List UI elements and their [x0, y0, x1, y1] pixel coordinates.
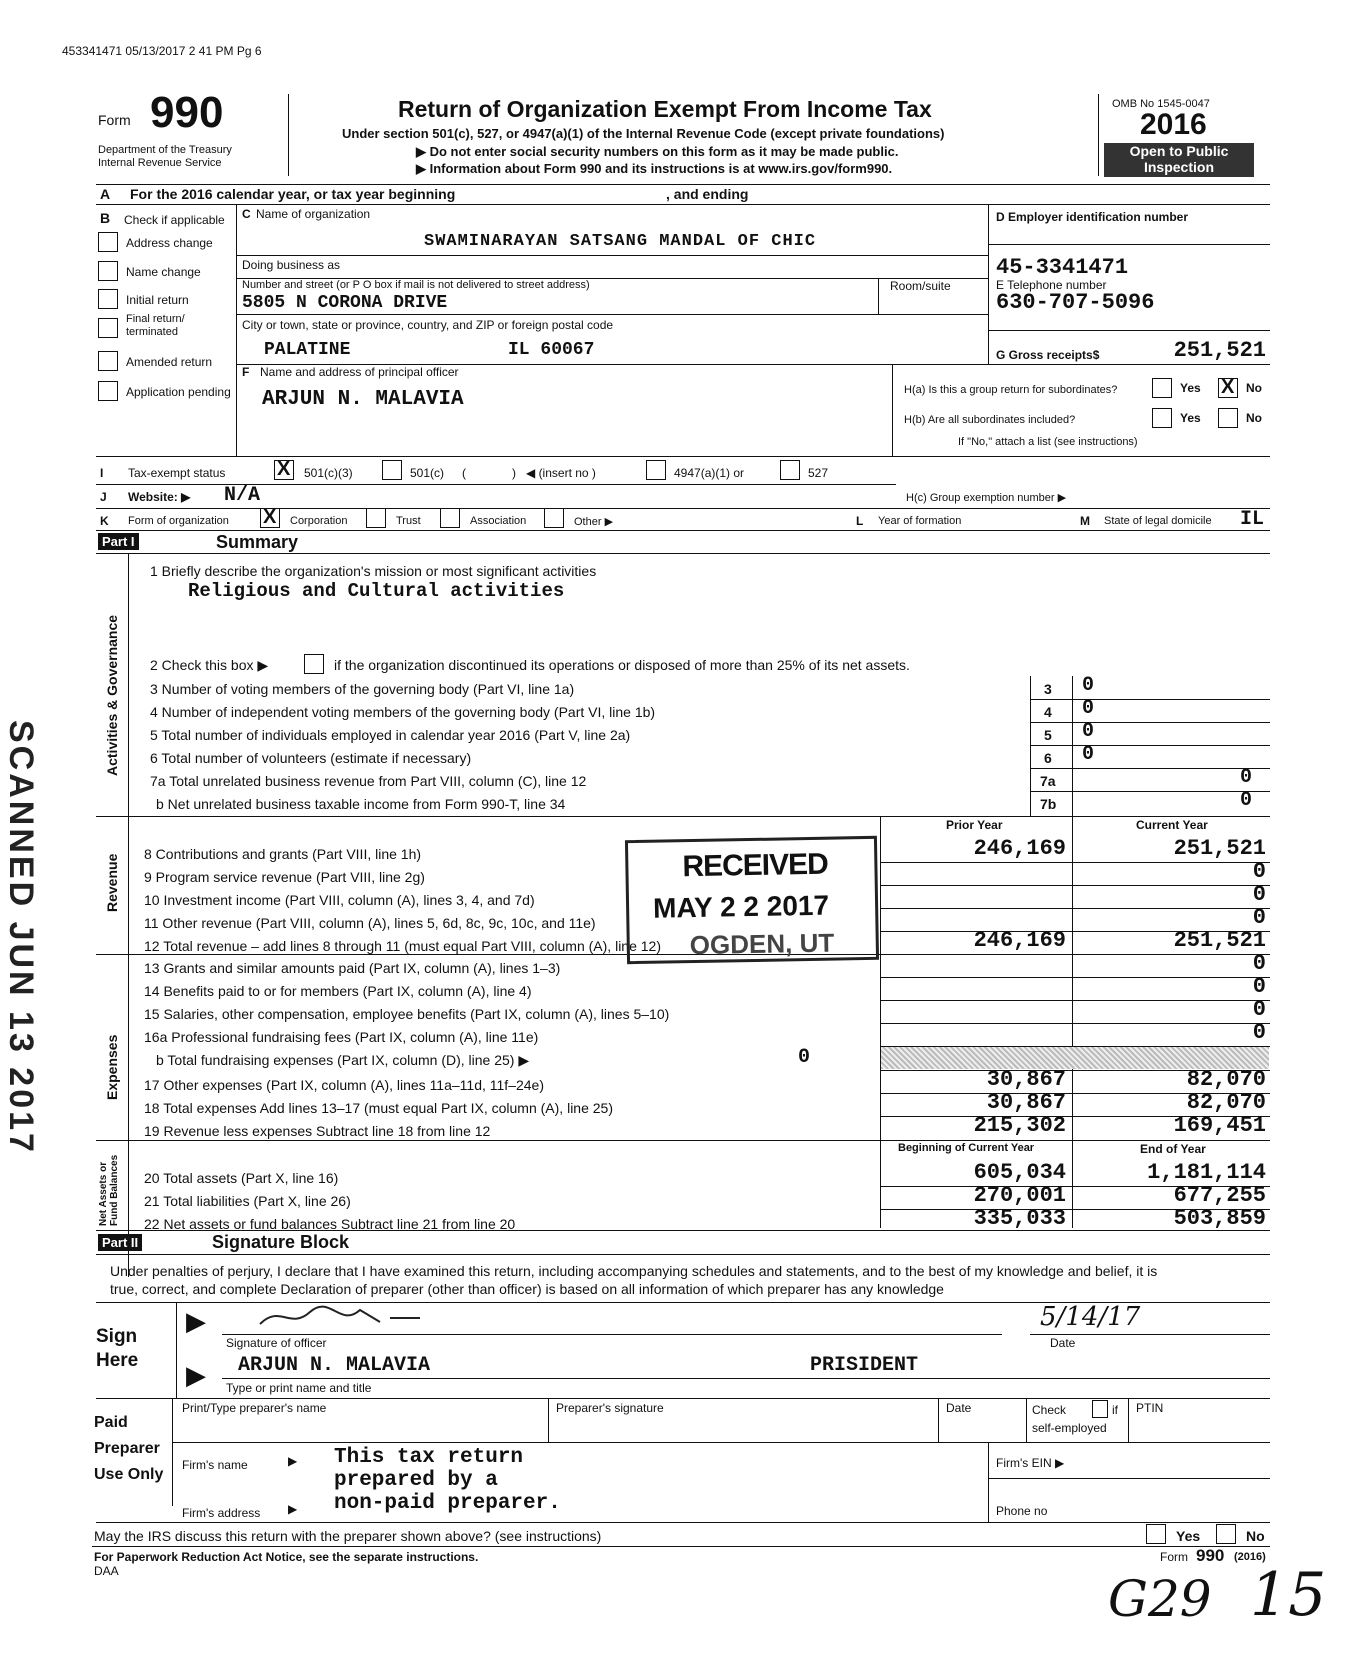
received-stamp-date: MAY 2 2 2017 [652, 889, 830, 924]
line12-label: 12 Total revenue – add lines 8 through 11 (must equal Part VIII, column (A), line 12) [144, 938, 661, 954]
line13-current: 0 [1252, 951, 1266, 976]
line12-current: 251,521 [1173, 928, 1266, 953]
name-change-label: Name change [126, 265, 201, 279]
side-expenses: Expenses [104, 1034, 120, 1100]
received-stamp-title: RECEIVED [682, 847, 829, 884]
line19-label: 19 Revenue less expenses Subtract line 18 from line 12 [144, 1123, 491, 1139]
firm-name-label: Firm's name [182, 1458, 248, 1472]
self-employed-label: self-employed [1032, 1421, 1107, 1435]
discuss-yes-label: Yes [1176, 1528, 1201, 1544]
application-pending-checkbox[interactable] [98, 381, 118, 401]
penalty-text-1: Under penalties of perjury, I declare that I have examined this return, including accompanying schedules and statements, and to the best of my knowledge and belief, it is [110, 1263, 1158, 1279]
line3-box: 3 [1044, 681, 1052, 697]
line6-label: 6 Total number of volunteers (estimate if necessary) [150, 750, 472, 766]
hb-yes-label: Yes [1180, 411, 1201, 425]
line17-current: 82,070 [1186, 1067, 1266, 1092]
name-title-label: Type or print name and title [226, 1381, 372, 1395]
firm-text-2: prepared by a [334, 1469, 498, 1492]
line7a-value: 0 [1240, 766, 1253, 789]
line7a-label: 7a Total unrelated business revenue from Part VIII, column (C), line 12 [150, 773, 587, 789]
sign-label: Sign [96, 1326, 138, 1347]
address-change-checkbox[interactable] [98, 232, 118, 252]
principal-officer-label: Name and address of principal officer [260, 365, 459, 379]
line8-label: 8 Contributions and grants (Part VIII, line 1h) [144, 846, 422, 862]
sign-arrow-1: ▶ [186, 1306, 206, 1336]
line16a-current: 0 [1252, 1020, 1266, 1045]
line11-label: 11 Other revenue (Part VIII, column (A), lines 5, 6d, 8c, 9c, 10c, and 11e) [144, 915, 596, 931]
line-i-letter: I [100, 466, 104, 480]
ha-no-checkbox[interactable] [1218, 378, 1238, 398]
form-of-org-label: Form of organization [128, 515, 229, 527]
side-governance: Activities & Governance [104, 614, 120, 776]
final-return-label: Final return/ terminated [126, 313, 185, 338]
line13-label: 13 Grants and similar amounts paid (Part IX, column (A), lines 1–3) [144, 960, 561, 976]
line7b-value: 0 [1240, 789, 1253, 812]
amended-return-checkbox[interactable] [98, 351, 118, 371]
line-l-letter: L [856, 514, 864, 528]
discuss-question: May the IRS discuss this return with the preparer shown above? (see instructions) [94, 1528, 602, 1544]
firm-address-arrow: ▶ [288, 1502, 298, 1516]
line5-box: 5 [1044, 727, 1052, 743]
line11-current: 0 [1252, 905, 1266, 930]
prep-sig-label: Preparer's signature [556, 1401, 664, 1415]
line3-value: 0 [1082, 674, 1095, 697]
line19-current: 169,451 [1173, 1113, 1266, 1138]
eoy-header: End of Year [1140, 1142, 1206, 1156]
association-checkbox[interactable] [440, 508, 460, 528]
c-letter: C [242, 207, 251, 221]
ha-yes-checkbox[interactable] [1152, 378, 1172, 398]
line17-label: 17 Other expenses (Part IX, column (A), lines 11a–11d, 11f–24e) [144, 1077, 544, 1093]
line3-label: 3 Number of voting members of the governing body (Part VI, line 1a) [150, 681, 575, 697]
telephone-value: 630-707-5096 [996, 290, 1155, 315]
line14-label: 14 Benefits paid to or for members (Part IX, column (A), line 4) [144, 983, 532, 999]
ssn-notice: ▶ Do not enter social security numbers on this form as it may be made public. [416, 144, 899, 159]
line-m-letter: M [1080, 514, 1090, 528]
line16a-label: 16a Professional fundraising fees (Part IX, column (A), line 11e) [144, 1029, 539, 1045]
handwritten-code: G29 [1108, 1570, 1212, 1628]
line22-eoy: 503,859 [1173, 1206, 1266, 1231]
dept-treasury: Department of the Treasury [98, 144, 232, 156]
prep-date-label: Date [946, 1401, 972, 1415]
room-suite-label: Room/suite [890, 279, 951, 293]
line-a-text: For the 2016 calendar year, or tax year beginning [130, 186, 456, 202]
line10-current: 0 [1252, 882, 1266, 907]
final-return-checkbox[interactable] [98, 318, 118, 338]
line6-value: 0 [1082, 743, 1095, 766]
line6-box: 6 [1044, 750, 1052, 766]
hb-no-checkbox[interactable] [1218, 408, 1238, 428]
line20-label: 20 Total assets (Part X, line 16) [144, 1170, 339, 1186]
tax-year: 2016 [1140, 108, 1207, 141]
batch-stamp: 453341471 05/13/2017 2 41 PM Pg 6 [62, 44, 262, 58]
footer-form-year: (2016) [1234, 1551, 1266, 1563]
street-address: 5805 N CORONA DRIVE [242, 293, 448, 313]
line18-label: 18 Total expenses Add lines 13–17 (must equal Part IX, column (A), line 25) [144, 1100, 614, 1116]
line8-current: 251,521 [1173, 836, 1266, 861]
state-zip: IL 60067 [508, 340, 595, 360]
hb-no-label: No [1246, 411, 1262, 425]
line4-box: 4 [1044, 704, 1052, 720]
trust-label: Trust [396, 515, 421, 527]
hb-yes-checkbox[interactable] [1152, 408, 1172, 428]
website-value: N/A [224, 484, 261, 507]
line9-label: 9 Program service revenue (Part VIII, line 2g) [144, 869, 425, 885]
line-j-letter: J [100, 490, 107, 504]
line2-text: if the organization discontinued its operations or disposed of more than 25% of its net assets. [334, 657, 910, 673]
line5-label: 5 Total number of individuals employed in calendar year 2016 (Part V, line 2a) [150, 727, 631, 743]
insert-no-label: ◀ (insert no ) [526, 466, 596, 480]
line-k-letter: K [100, 514, 109, 528]
received-stamp [625, 836, 879, 964]
line21-eoy: 677,255 [1173, 1183, 1266, 1208]
association-label: Association [470, 515, 527, 527]
check-if-applicable: Check if applicable [124, 213, 225, 227]
current-year-header: Current Year [1136, 818, 1208, 832]
discuss-yes-checkbox[interactable] [1146, 1524, 1166, 1544]
boy-header: Beginning of Current Year [898, 1142, 1035, 1154]
line9-current: 0 [1252, 859, 1266, 884]
address-change-label: Address change [126, 236, 213, 250]
corporation-checkbox[interactable] [260, 508, 280, 528]
line20-eoy: 1,181,114 [1147, 1160, 1266, 1185]
website-label: Website: ▶ [128, 490, 191, 504]
officer-name: ARJUN N. MALAVIA [238, 1354, 431, 1377]
ein-value: 45-3341471 [996, 255, 1129, 280]
ha-label: H(a) Is this a group return for subordinates? [904, 384, 1118, 396]
line16b-label: b Total fundraising expenses (Part IX, column (D), line 25) ▶ [156, 1052, 530, 1068]
other-checkbox[interactable] [544, 508, 564, 528]
firm-text-1: This tax return [334, 1446, 524, 1469]
section-b-letter: B [100, 210, 111, 226]
gross-receipts-label: G Gross receipts$ [996, 348, 1100, 362]
527-label: 527 [808, 466, 829, 480]
line15-label: 15 Salaries, other compensation, employee benefits (Part IX, column (A), lines 5–10) [144, 1006, 670, 1022]
form-label: Form [98, 112, 131, 128]
part1-title: Summary [216, 532, 299, 552]
self-employed-checkbox[interactable] [1092, 1400, 1108, 1418]
omb-number: OMB No 1545-0047 [1112, 98, 1210, 110]
corporation-label: Corporation [290, 515, 348, 527]
firm-ein-label: Firm's EIN ▶ [996, 1456, 1065, 1470]
form-number: 990 [150, 88, 224, 137]
line20-boy: 605,034 [973, 1160, 1066, 1185]
527-checkbox[interactable] [780, 460, 800, 480]
501c3-label: 501(c)(3) [304, 466, 353, 480]
footer-form-number: 990 [1196, 1546, 1225, 1565]
firm-text-3: non-paid preparer. [334, 1492, 561, 1515]
line22-label: 22 Net assets or fund balances Subtract line 21 from line 20 [144, 1216, 516, 1232]
line2-checkbox[interactable] [304, 654, 324, 674]
other-label: Other ▶ [574, 516, 614, 528]
discuss-no-label: No [1246, 1528, 1265, 1544]
line18-current: 82,070 [1186, 1090, 1266, 1115]
4947-label: 4947(a)(1) or [674, 466, 745, 480]
gross-receipts-value: 251,521 [1173, 338, 1266, 363]
line18-prior: 30,867 [986, 1090, 1066, 1115]
date-label: Date [1050, 1336, 1076, 1350]
501c-paren-close: ) [512, 466, 516, 480]
501c-checkbox[interactable] [382, 460, 402, 480]
legal-domicile-value: IL [1240, 508, 1265, 531]
line7b-label: b Net unrelated business taxable income from Form 990-T, line 34 [156, 796, 566, 812]
prior-year-header: Prior Year [946, 818, 1003, 832]
form-title: Return of Organization Exempt From Income Tax [398, 96, 932, 122]
line14-current: 0 [1252, 974, 1266, 999]
line10-label: 10 Investment income (Part VIII, column (A), lines 3, 4, and 7d) [144, 892, 535, 908]
city: PALATINE [264, 340, 351, 360]
501c-paren-open: ( [462, 466, 466, 480]
name-change-checkbox[interactable] [98, 261, 118, 281]
irs-label: Internal Revenue Service [98, 157, 222, 169]
line5-value: 0 [1082, 720, 1095, 743]
legal-domicile-label: State of legal domicile [1104, 515, 1212, 527]
tax-exempt-label: Tax-exempt status [128, 466, 226, 480]
discuss-no-checkbox[interactable] [1216, 1524, 1236, 1544]
hb-label: H(b) Are all subordinates included? [904, 414, 1076, 426]
year-formation-label: Year of formation [878, 515, 962, 527]
part1-tag: Part I [98, 533, 139, 550]
officer-title: PRISIDENT [810, 1354, 919, 1377]
street-label: Number and street (or P O box if mail is not delivered to street address) [242, 279, 590, 291]
ein-label: D Employer identification number [996, 210, 1189, 224]
info-notice: ▶ Information about Form 990 and its instructions is at www.irs.gov/form990. [416, 161, 893, 176]
side-net-assets: Net Assets or Fund Balances [98, 1154, 120, 1226]
paperwork-notice: For Paperwork Reduction Act Notice, see the separate instructions. [94, 1550, 479, 1564]
line7b-box: 7b [1040, 796, 1057, 812]
check-label: Check [1032, 1403, 1067, 1417]
hb-note: If "No," attach a list (see instructions) [958, 436, 1138, 448]
line-a-ending: , and ending [666, 186, 749, 202]
line4-label: 4 Number of independent voting members of the governing body (Part VI, line 1b) [150, 704, 656, 720]
line19-prior: 215,302 [973, 1113, 1066, 1138]
if-label: if [1112, 1403, 1118, 1417]
initial-return-label: Initial return [126, 293, 189, 307]
sign-arrow-2: ▶ [186, 1360, 206, 1390]
principal-officer: ARJUN N. MALAVIA [262, 388, 464, 411]
ha-no-label: No [1246, 381, 1262, 395]
ptin-label: PTIN [1136, 1401, 1164, 1415]
use-only-label: Use Only [94, 1466, 164, 1483]
part2-title: Signature Block [212, 1232, 350, 1252]
scanned-stamp: SCANNED JUN 13 2017 [2, 720, 40, 1155]
line7a-box: 7a [1040, 773, 1056, 789]
line2-label: 2 Check this box ▶ [150, 657, 269, 673]
open-to-public: Open to Public Inspection [1104, 143, 1254, 177]
line21-label: 21 Total liabilities (Part X, line 26) [144, 1193, 351, 1209]
officer-signature[interactable] [250, 1300, 450, 1334]
line16b-value: 0 [798, 1046, 811, 1069]
part2-tag: Part II [98, 1234, 142, 1251]
trust-checkbox[interactable] [366, 508, 386, 528]
line12-prior: 246,169 [973, 928, 1066, 953]
mission-text: Religious and Cultural activities [188, 580, 565, 602]
daa-label: DAA [94, 1564, 119, 1578]
city-label: City or town, state or province, country, and ZIP or foreign postal code [242, 318, 614, 332]
line17-prior: 30,867 [986, 1067, 1066, 1092]
phone-no-label: Phone no [996, 1504, 1048, 1518]
application-pending-label: Application pending [126, 385, 231, 399]
org-name-label: Name of organization [256, 207, 371, 221]
handwritten-number: 15 [1250, 1560, 1327, 1630]
side-revenue: Revenue [104, 853, 120, 912]
paid-label: Paid [94, 1414, 128, 1431]
line22-boy: 335,033 [973, 1206, 1066, 1231]
501c3-checkbox[interactable] [274, 460, 294, 480]
line-a-letter: A [100, 186, 111, 202]
line21-boy: 270,001 [973, 1183, 1066, 1208]
4947-checkbox[interactable] [646, 460, 666, 480]
initial-return-checkbox[interactable] [98, 289, 118, 309]
line4-value: 0 [1082, 697, 1095, 720]
line1-label: 1 Briefly describe the organization's mission or most significant activities [150, 563, 597, 579]
form-subtitle: Under section 501(c), 527, or 4947(a)(1) of the Internal Revenue Code (except private foundations) [342, 126, 945, 141]
preparer-label: Preparer [94, 1440, 160, 1457]
signature-date: 5/14/17 [1040, 1302, 1141, 1332]
firm-name-arrow: ▶ [288, 1454, 298, 1468]
ha-yes-label: Yes [1180, 381, 1201, 395]
501c-label: 501(c) [410, 466, 445, 480]
line15-current: 0 [1252, 997, 1266, 1022]
signature-label: Signature of officer [226, 1336, 327, 1350]
line8-prior: 246,169 [973, 836, 1066, 861]
f-letter: F [242, 365, 250, 379]
telephone-label: E Telephone number [996, 278, 1107, 292]
here-label: Here [96, 1350, 139, 1371]
firm-address-label: Firm's address [182, 1506, 261, 1520]
org-name: SWAMINARAYAN SATSANG MANDAL OF CHIC [424, 232, 817, 251]
penalty-text-2: true, correct, and complete Declaration of preparer (other than officer) is based on all information of which preparer has any knowledge [110, 1281, 944, 1297]
footer-form-label: Form [1160, 1550, 1188, 1564]
received-stamp-location: OGDEN, UT [689, 927, 835, 961]
amended-return-label: Amended return [126, 355, 213, 369]
prep-name-label: Print/Type preparer's name [182, 1401, 327, 1415]
dba-label: Doing business as [242, 258, 341, 272]
hc-label: H(c) Group exemption number ▶ [906, 492, 1067, 504]
